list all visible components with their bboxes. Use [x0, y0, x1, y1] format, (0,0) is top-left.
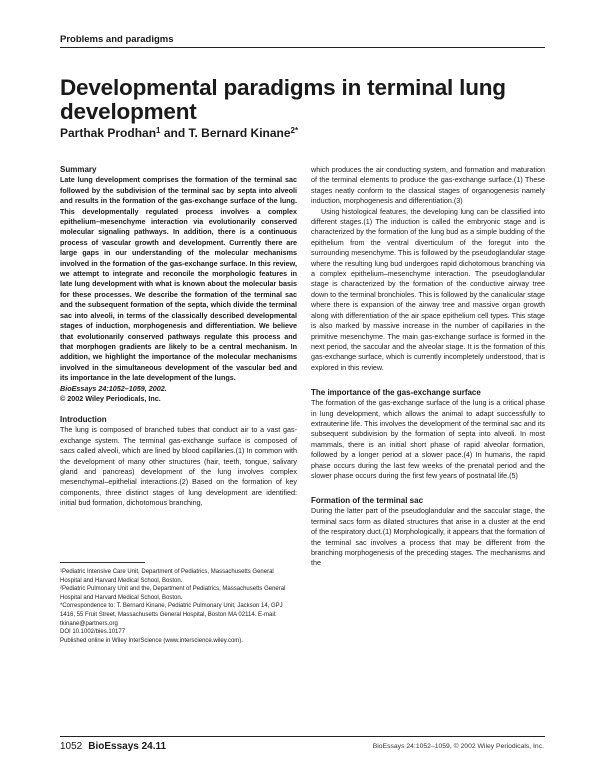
footnotes	[60, 562, 297, 645]
author-conjunction: and	[163, 126, 186, 140]
page-footer-right: BioEssays 24:1052–1059, © 2002 Wiley Periodicals, Inc.	[372, 743, 544, 750]
author-line	[60, 126, 298, 140]
summary-heading: Summary	[60, 165, 97, 174]
footnote-affiliation-1: ¹Pediatric Intensive Care Unit, Department of Pediatrics, Massachusetts General Hospital and Harvard Medical School, Boston.	[60, 569, 274, 584]
journal-issue: BioEssays 24.11	[88, 741, 167, 752]
terminal-sac-heading: Formation of the terminal sac	[311, 496, 424, 506]
author-name: Parthak Prodhan	[60, 126, 157, 140]
introduction-body: The lung is composed of branched tubes that conduct air to a vast gas-exchange system. The terminal gas-exchange surface is composed of sacs called alveoli, which are lined by blood capillaries.(1) In common with the development of many other structures (hair, teeth, tongue, salivary gland and pancreas) development of the lung involves complex mesenchymal–epithelial interactions.(2) Based on the formation of key components, three distinct stages of lung development are identified: initial bud formation, dichotomous branching,	[60, 425, 297, 508]
footer-rule	[60, 736, 545, 737]
footnote-published-online: Published online in Wiley InterScience (www.interscience.wiley.com).	[60, 637, 243, 644]
page-footer-left	[60, 741, 166, 752]
left-column	[60, 165, 297, 509]
gas-exchange-body: The formation of the gas-exchange surface of the lung is a critical phase in lung development, which allows the animal to adapt successfully to extrauterine life. This involves the development of the terminal sac and its subsequent subdivision by the formation of septa into alveoli. In most mammals, there is an initial short phase of rapid alveolar formation, followed by a longer period at a slower pace.(4) In humans, the rapid phase occurs during the last few weeks of the prenatal period and the slower phase occurs during the first few years of postnatal life.(5)	[311, 398, 545, 480]
histology-paragraph: Using histological features, the developing lung can be classified into different stages.(1) The induction is called the embryonic stage and is characterized by the formation of the lung bud as a simple budding of the epithelium from the ventral diverticulum of the foregut into the surrounding mesenchyme. This is followed by the pseudoglandular stage where the resulting lung bud undergoes rapid dichotomous branching via a complex epithelium–mesenchyme interaction. The pseudoglandular stage is characterized by the formation of the conductive airway tree down to the terminal bronchioles. This is followed by the canalicular stage where there is expansion of the airway tree and massive organ growth along with differentiation of the air space epithelium cell types. This stage is also marked by massive increase in the number of capillaries in the primitive mesenchyme. The main gas-exchange surface is formed in the next period, the saccular and the alveolar stage. It is the formation of this gas-exchange surface, which is currently incompletely understood, that is explored in this review.	[311, 206, 545, 372]
section-label: Problems and paradigms	[60, 34, 174, 45]
author-affiliation-mark: 1	[156, 126, 161, 135]
summary-copyright: © 2002 Wiley Periodicals, Inc.	[60, 393, 161, 403]
footnote-doi: DOI 10.1002/bies.10177	[60, 629, 126, 636]
introduction-heading: Introduction	[60, 415, 107, 425]
footnote-correspondence: *Correspondence to: T. Bernard Kinane, Pediatric Pulmonary Unit, Jackson 14, GPJ 1416, 55 Fruit Street, Massachusetts General Hospital, Boston MA 02114. E-mail: tkinane@partners.org	[60, 603, 283, 627]
right-column	[311, 165, 545, 569]
footnote-rule	[60, 562, 145, 563]
page-number: 1052	[60, 741, 83, 752]
header-rule	[60, 47, 545, 48]
summary-body: Late lung development comprises the formation of the terminal sac followed by the subdivision of the terminal sac by septa into alveoli and results in the formation of the gas-exchange surface of the lung. This developmentally regulated process involves a complex epithelium–mesenchyme interaction via evolutionarily conserved molecular signaling pathways. In addition, there is a continuous process of vascular growth and development. Currently there are large gaps in our understanding of the molecular mechanisms involved in the formation of the gas-exchange surface. In this review, we attempt to integrate and reconcile the morphologic features in late lung development with what is known about the molecular basis for these processes. We describe the formation of the terminal sac and the subsequent formation of the septa, which divide the terminal sac into alveoli, in terms of the classically described developmental stages of induction, morphogenesis and differentiation. We believe that evolutionarily conserved pathways regulate this process and that morphogen gradients are likely to be a central mechanism. In addition, we highlight the importance of the molecular mechanisms involved in the simultaneous development of the vascular bed and its importance in the late development of the lungs.	[60, 175, 297, 383]
gas-exchange-heading: The importance of the gas-exchange surface	[311, 388, 481, 398]
article-title: Developmental paradigms in terminal lung development	[60, 75, 506, 124]
author-name: T. Bernard Kinane	[188, 126, 291, 140]
summary-citation: BioEssays 24:1052–1059, 2002.	[60, 383, 167, 393]
footnote-affiliation-2: ²Pediatric Pulmonary Unit and the, Department of Pediatrics, Massachusetts General Hospital and Harvard Medical School, Boston.	[60, 586, 286, 601]
author-affiliation-mark: 2*	[290, 126, 299, 135]
continuation-paragraph: which produces the air conducting system, and formation and maturation of the terminal elements to produce the gas-exchange surface.(1) These stages neatly conform to the classical stages of organogenesis namely induction, morphogenesis and differentiation.(3)	[311, 165, 545, 206]
terminal-sac-body: During the latter part of the pseudoglandular and the saccular stage, the terminal sacs form as dilated structures that arise in a cluster at the end of the respiratory duct.(1) Morphologically, it appears that the formation of the terminal sac involves a process that may be different from the branching morphogenesis of the preceding stages. The mechanisms and the	[311, 506, 545, 568]
